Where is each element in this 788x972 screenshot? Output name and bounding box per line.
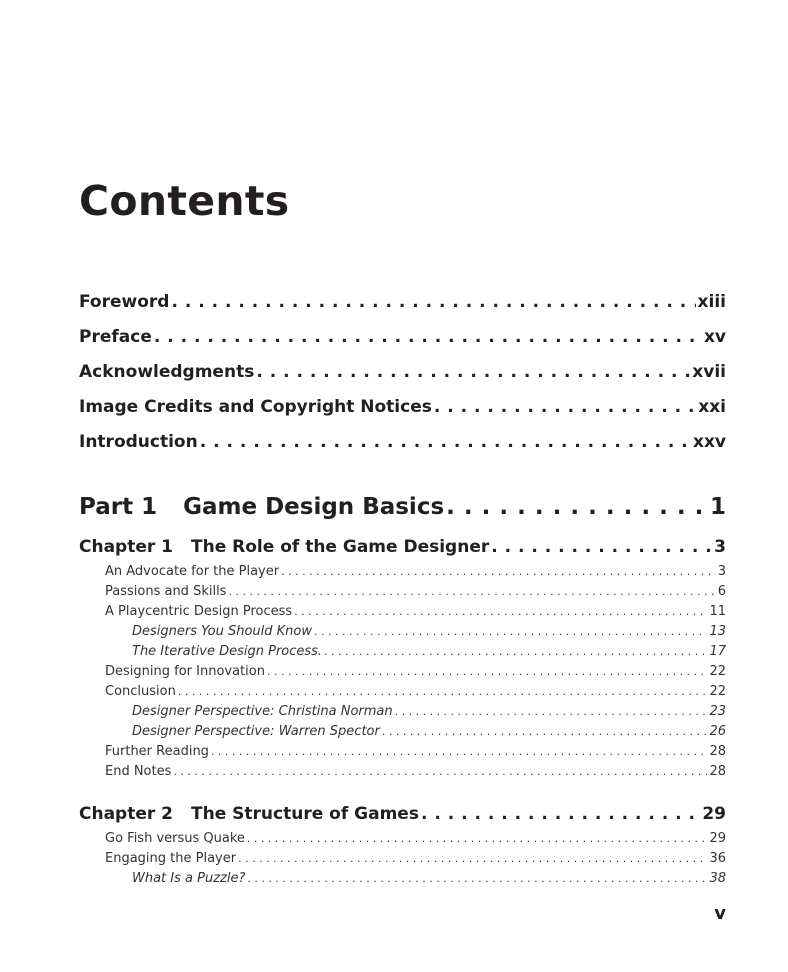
entry-page: 6	[717, 584, 726, 599]
chapter-number: Chapter 2	[79, 804, 174, 824]
toc-section[interactable]	[105, 831, 726, 846]
entry-label: A Playcentric Design Process	[105, 604, 293, 619]
dot-leader	[434, 397, 696, 417]
entry-label: End Notes	[105, 764, 172, 779]
dot-leader	[247, 872, 707, 885]
entry-label: Designer Perspective: Christina Norman	[132, 704, 393, 719]
entry-label: Passions and Skills	[105, 584, 227, 599]
toc-entry-acknowledgments[interactable]	[79, 362, 726, 382]
entry-label: Introduction	[79, 432, 198, 452]
toc-entry-image-credits[interactable]	[79, 397, 726, 417]
dot-leader	[178, 685, 708, 698]
entry-label: What Is a Puzzle?	[132, 871, 246, 886]
entry-label: Foreword	[79, 292, 170, 312]
entry-page: 13	[709, 624, 726, 639]
entry-label: Preface	[79, 327, 152, 347]
part-number: Part 1	[79, 494, 158, 520]
chapter-title: The Structure of Games	[191, 804, 419, 824]
dot-leader	[314, 625, 707, 638]
entry-page: 38	[709, 871, 726, 886]
toc-subsection[interactable]	[132, 871, 726, 886]
entry-page: 36	[709, 851, 726, 866]
entry-page: 29	[709, 831, 726, 846]
toc-section[interactable]	[105, 564, 726, 579]
toc-section[interactable]	[105, 664, 726, 679]
entry-page: xvii	[692, 362, 726, 382]
entry-page: 28	[709, 764, 726, 779]
entry-label: Conclusion	[105, 684, 176, 699]
toc-section[interactable]	[105, 764, 726, 779]
chapter-title: The Role of the Game Designer	[191, 537, 490, 557]
chapter-page: 3	[714, 537, 726, 557]
chapter-number: Chapter 1	[79, 537, 174, 557]
toc-subsection[interactable]	[132, 704, 726, 719]
entry-page: 17	[709, 644, 726, 659]
dot-leader	[267, 665, 707, 678]
dot-leader	[256, 362, 690, 382]
toc-chapter-2[interactable]	[79, 804, 726, 824]
page-title: Contents	[79, 177, 290, 225]
dot-leader	[281, 565, 716, 578]
entry-label: Go Fish versus Quake	[105, 831, 245, 846]
dot-leader	[173, 765, 707, 778]
entry-page: 11	[709, 604, 726, 619]
toc-subsection[interactable]	[132, 724, 726, 739]
dot-leader	[421, 804, 700, 824]
entry-page: 28	[709, 744, 726, 759]
dot-leader	[200, 432, 691, 452]
entry-label: Designers You Should Know	[132, 624, 313, 639]
entry-page: 23	[709, 704, 726, 719]
entry-page: xiii	[697, 292, 726, 312]
part-page: 1	[709, 494, 726, 520]
entry-label: Engaging the Player	[105, 851, 237, 866]
entry-label: An Advocate for the Player	[105, 564, 280, 579]
entry-label: Image Credits and Copyright Notices	[79, 397, 432, 417]
entry-page: 26	[709, 724, 726, 739]
entry-page: xv	[703, 327, 726, 347]
dot-leader	[171, 292, 695, 312]
toc-subsection[interactable]	[132, 624, 726, 639]
entry-label: The Iterative Design Process.	[132, 644, 323, 659]
dot-leader	[491, 537, 712, 557]
dot-leader	[395, 705, 708, 718]
dot-leader	[228, 585, 715, 598]
entry-page: xxi	[698, 397, 726, 417]
toc-section[interactable]	[105, 584, 726, 599]
dot-leader	[446, 494, 708, 520]
entry-label: Acknowledgments	[79, 362, 255, 382]
dot-leader	[238, 852, 707, 865]
dot-leader	[382, 725, 708, 738]
toc-section[interactable]	[105, 851, 726, 866]
dot-leader	[154, 327, 702, 347]
dot-leader	[294, 605, 707, 618]
toc-section[interactable]	[105, 684, 726, 699]
part-title: Game Design Basics	[183, 494, 445, 520]
dot-leader	[324, 645, 707, 658]
toc-entry-foreword[interactable]	[79, 292, 726, 312]
toc-section[interactable]	[105, 604, 726, 619]
toc-entry-introduction[interactable]	[79, 432, 726, 452]
entry-label: Designer Perspective: Warren Spector	[132, 724, 380, 739]
toc-section[interactable]	[105, 744, 726, 759]
dot-leader	[211, 745, 708, 758]
entry-page: 22	[709, 664, 726, 679]
entry-page: 3	[717, 564, 726, 579]
entry-page: 22	[709, 684, 726, 699]
dot-leader	[247, 832, 708, 845]
toc-subsection[interactable]	[132, 644, 726, 659]
page-folio: v	[714, 903, 726, 924]
toc-chapter-1[interactable]	[79, 537, 726, 557]
entry-page: xxv	[692, 432, 726, 452]
entry-label: Designing for Innovation	[105, 664, 265, 679]
entry-label: Further Reading	[105, 744, 209, 759]
toc-entry-preface[interactable]	[79, 327, 726, 347]
chapter-page: 29	[702, 804, 726, 824]
toc-part-1[interactable]	[79, 494, 726, 520]
